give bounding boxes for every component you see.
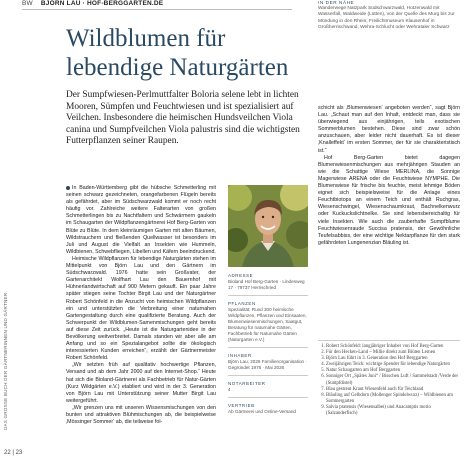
sales-text: Ab Gärtnerei und Online-Versand [228, 409, 296, 414]
body-column-right [318, 105, 460, 247]
staff-label: NOTARBEITER [228, 381, 266, 386]
caption-item: 4. Zweijährigen Teich: wichtige Spender für lebendige Naturgärten [326, 362, 460, 368]
page-marker: BW [22, 0, 33, 7]
portrait-photo [228, 185, 308, 267]
caption-item: 5. Natur Schaugarten am Hof Berggarten [326, 368, 460, 374]
divider [228, 375, 308, 376]
plants-text: Spezialität: Rund 300 heimische Wildpflanzen, Pflanzen und Einsaaten, Blumenwiesenmischungen, Saatgut, Beratung für naturnahe Gärten, Fachbetrieb für Naturnahe Gärten (Naturgarten e.V.) [228, 307, 307, 342]
caption-item: 1. Robert Schönfeld: langjähriger Inhaber von Hof Berg-Garten [326, 344, 460, 350]
nearby-text: Wanderwege Natzpark Südschwarzwald, Hotzenwald mit Wasserfall, Waldweide (Lütten), von der Quelle des Murg bis zur Mündung in den Rhein; Freilichtmuseum Klausenhof in Großherrischwand, Wehra-Schlucht oder Wehrataler Schwarz [318, 6, 455, 30]
paragraph-bullet-icon [66, 186, 70, 190]
article-title: Wildblumen für lebendige Naturgärten [66, 25, 289, 81]
sales-label: VERTRIEB [228, 403, 255, 408]
owner-label: INHABER [228, 353, 252, 358]
page-number: 22 | 23 [4, 450, 23, 456]
caption-divider [318, 340, 460, 341]
body-paragraph: In Baden-Württemberg gibt die hübsche Schmetterling mit seinen schwarz gezeichneten, orangefarbenen Flügeln bereits als gefährdet, aber im Südschwarzwald kommt er noch recht häufig vor. Zahlreiche weitere Falterarten von großen Schmetterlingen bis zu Nachtfaltern und Schwärmern gaukeln im Schaugarten der Wildpflanzengärtnerei Hof Berg-Garten von Blüte zu Blüte. In dem kleinräumigen Garten mit alten Bäumen, Wildstrauchern und fließenden Quellwasser ist besonders im Juli und August die Vielfalt an Insekten wie Hummeln, Wildbienen, Schwebfliegen, Libellen und Käfern beeindruckend. [66, 185, 216, 255]
side-book-title: DAS GROSSE BUCH DER GÄRTNERINNEN UND GÄRTNER [3, 292, 8, 430]
plants-label: PFLANZEN [228, 301, 256, 306]
fact-box [228, 268, 308, 415]
caption-item: 7. Blau gestreut Kraut Wiesenfeld auch für Teichland [326, 387, 460, 393]
owner-text: Björn Lau, 2026 Familienorganisation · Gegründet 1976 · Mai 2026 [228, 359, 307, 370]
lead-paragraph: Der Sumpfwiesen-Perlmuttfalter Boloria selene lebt in lichten Mooren, Sümpfen und Feuchtwiesen und ist spezialisiert auf Veilchen. Insbesondere die heimischen Hundsveilchen Viola canina und Sumpfveilchen Viola palustris sind die wichtigsten Futterpflanzen seiner Raupen. [66, 90, 300, 146]
body-paragraph: schicht als ‚Blumenwiesen‘ angeboten werden“, sagt Björn Lau. „Schaut man auf den Inhalt, entdeckt man, dass sie überwiegend aus einjährigen, teils exotischen Sommerblumen bestehen. Diese sind zwar schön anzuschauen, aber leider nicht dauerhaft. Es ist dieser ‚Knalleffekt‘ im ersten Sommer, der für sie charakteristisch ist.“ [318, 105, 460, 154]
caption-item: 6. Sonniger Ort „Spätes Juni“ / Bisschen Luft / Sammelstadt /Verde der (Sumpfdistel) [326, 374, 460, 386]
portrait-illustration [228, 185, 308, 267]
caption-item: 2. Für den Hecken-Land – Millie direkt zum Blüten Lernen [326, 350, 460, 356]
divider [228, 347, 308, 348]
header-rule [22, 9, 292, 10]
running-header [22, 0, 163, 7]
body-paragraph: „Wir grenzen uns mit unseren Wissensmischungen von den bunten und attraktiven Blühmischungen ab, die beispielweise ‚Mössinger Sommer‘ ab, die teilweise fol- [66, 404, 216, 426]
body-column-left [66, 185, 216, 426]
address-text: Bioland Hof Berg-Garten · Lindenweg 17 · 79737 Herrischried [228, 279, 305, 290]
nearby-box [318, 0, 460, 31]
caption-list [318, 340, 460, 417]
caption-item: 9. Salvia pratensis (Wiesensalbei) und Anacamptis morio (Salzanderfisch) [326, 405, 460, 417]
divider [228, 397, 308, 398]
divider [228, 295, 308, 296]
body-paragraph: „Wir setzten früh auf qualitativ hochwertige Pflanzen, Versand und ab dem Jahr 2000 auf den Internet-Shop.“ Heute hat sich die Bioland-Gärtnerei als Fachbetrieb für Natur-Gärten (Kurz Wildgärten e.V.) etabliert und wird in der 3. Generation von Björn Lau mit Unterstützung seiner Mutter Birgit Lau weitergeführt. [66, 362, 216, 404]
nearby-label: IN DER NÄHE [318, 0, 355, 5]
header-authors: BJÖRN LAU · HOF-BERGGARTEN.DE [40, 0, 164, 7]
caption-item: 3. Björn Lau führt in 3. Generation den Hof Berggarten [326, 356, 460, 362]
caption-item: 8. Bläuling auf Gelbdorn (Mollenger Spindelwurz) – Wildbienen am Sommergarten [326, 393, 460, 405]
body-paragraph: Heimische Wildpflanzen für lebendige Naturgärten stehen im Mittelpunkt von Björn Lau und den Gärtnern im Südschwarzwald. 1976 hatte sein Großvater, der Gartenarchitekt Wolfhart Lau den Bauernhof mit Hühnerlandwirtschaft auf 900 Metern gekauft. Ein paar Jahre später stiegen seine Tochter Birgit Lau und der Naturgärtner Robert Schönfeld in die Anzucht von heimischen Wildpflanzen ein und unterstützten die Verbreitung einer naturnahen Gartengestaltung durch eine qualifizierte Beratung. Auch der Schwerpunkt der Wildblumen-Samenmischungen geht bereits auf diese Zeit zurück. „Heute ist die Naturgartenidee in der Bevölkerung weitverbreitet. Damals standen wir aber alle am Anfang und so ein Spezialangebot sollte die ökologisch interessierten Kunden erreichen“, erzählt der Gärtnermeister Robert Schönfeld. [66, 255, 216, 362]
address-label: ADRESSE [228, 273, 254, 278]
staff-text: 4 [228, 387, 231, 392]
body-paragraph: Hof Berg-Garten bietet dagegen Blumenwiesenmischungen aus mehrjährigen Stauden an wie die Schattige Wiese MERLINA, die Sonnige Magerwiese ARENA oder die Feuchtwiese NYMPHE. Die Blumenwiese für frische bis feuchte, meist lehmige Böden eignet sich beispielsweise für die Anlage eines Feuchtbiotops an einem Teich und enthält Ruchgras, Wiesenschwingel, Wiesenschaumkraut, Bachnelkenwurz oder Kuckuckslichtnelke. Sie sind lebensbereichaltig für viele Insekten. Wie auch die zauberhafte Sumpfblume Feuchtwiesenraude Succisa pratensis, der Gewöhnliche Teufelsabbiss, der eine wichtige Nektarpflanze für den stark gefährdeten Lungenenzian Bläuling ist. [318, 154, 460, 246]
